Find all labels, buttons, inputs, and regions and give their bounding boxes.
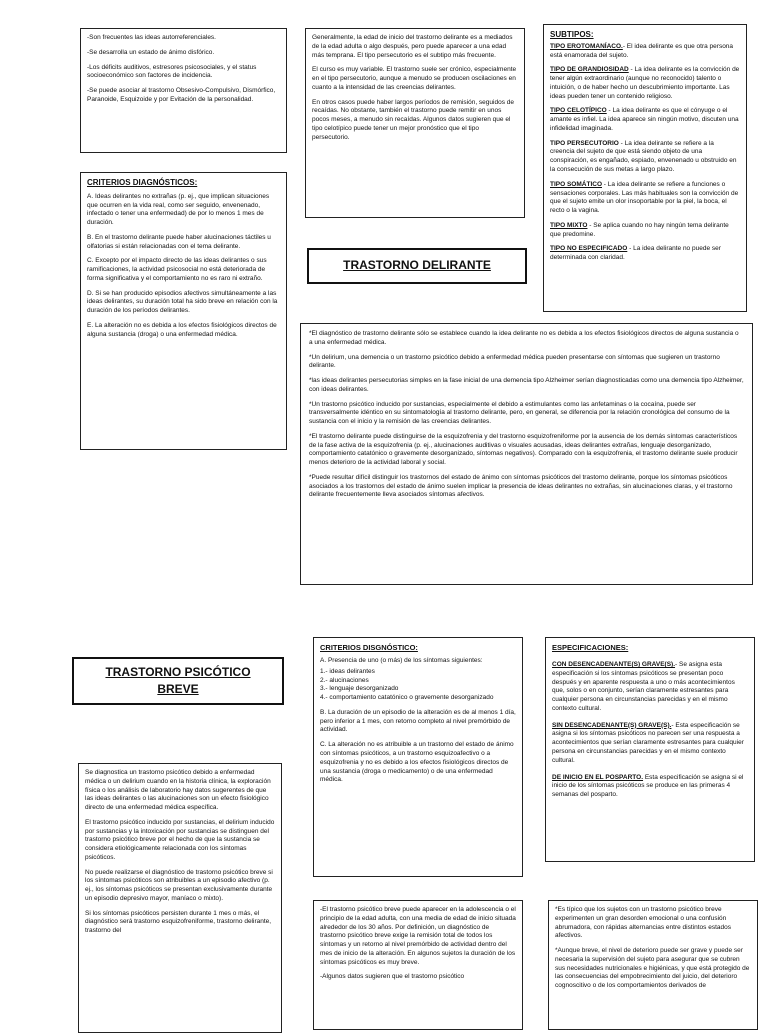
symptom: 2.- alucinaciones [320, 676, 369, 684]
paragraph: *Puede resultar difícil distinguir los trastornos del estado de ánimo con síntomas psicóticos del trastorno delirante, porque los síntomas psicóticos asociados a los trastornos del estado de ánimo suelen implicar la presencia de ideas delirantes no extrañas, sin alucinaciones claras, y el trastorno delirante frecuentemente lleva asociados síntomas afectivos. [309, 473, 733, 499]
paragraph: El curso es muy variable. El trastorno suele ser crónico, especialmente en el tipo persecutorio, aunque a menudo se producen oscilaciones en cuanto a la intensidad de las creencias delirantes. [312, 66, 517, 91]
paragraph: *Un trastorno psicótico inducido por sustancias, especialmente el debido a estimulantes como las anfetaminas o la cocaína, puede ser transversalmente idéntico en su sintomatología al trastorno delirante, pero, en general, se diferencia por la relación cronológica del consumo de la sustancia con el inicio y la remisión de las creencias delirantes. [309, 400, 730, 426]
spec-name: DE INICIO EN EL POSPARTO. [552, 773, 644, 781]
paragraph: En otros casos puede haber largos períodos de remisión, seguidos de recaídas. No obstante, también el trastorno puede remitir en unos pocos meses, a menudo sin recaídas. Algunos datos sugieren que el tipo celotípico puede tener un mejor pronóstico que el tipo persecutorio. [312, 98, 514, 141]
subtipo-name: TIPO EROTOMANÍACO. [550, 42, 623, 50]
criterio: B. En el trastorno delirante puede haber alucinaciones táctiles u olfatorias si están relacionadas con el tema delirante. [87, 233, 271, 250]
criterio-c: C. La alteración no es atribuible a un trastorno del estado de ánimo con síntomas psicóticos, a un trastorno esquizoafectivo o a esquizofrenia y no es debido a los efectos fisiológicos directos de una sustancia (droga o medicamento) o de una enfermedad médica. [320, 741, 514, 784]
subtipo-name: TIPO DE GRANDIOSIDAD [550, 66, 629, 74]
criterio: D. Si se han producido episodios afectivos simultáneamente a las ideas delirantes, su duración total ha sido breve en relación con la duración de los períodos delirantes. [87, 289, 278, 315]
paragraph: Se diagnostica un trastorno psicótico debido a enfermedad médica o un delirium cuando en la historia clínica, la exploración física o los análisis de laboratorio hay datos sugerentes de que las ideas delirantes o las alucinaciones son un efecto fisiológico directo de una enfermedad médica específica. [85, 769, 271, 812]
criterio: E. La alteración no es debida a los efectos fisiológicos directos de alguna sustancia (droga) o una enfermedad médica. [87, 321, 277, 338]
criterio-a: A. Presencia de uno (o más) de los síntomas siguientes: [320, 657, 483, 665]
subtipo-text: - La idea delirante no puede ser determinada con claridad. [550, 245, 721, 262]
subtipo-name: TIPO SOMÁTICO [550, 180, 602, 188]
subtipo-text: - La idea delirante se refiere a funciones o sensaciones corporales. Las más habituales son la convicción de que el sujeto emite un olor insoportable por la piel, la boca, el recto o la vagina. [550, 180, 739, 215]
paragraph: *Es típico que los sujetos con un trastorno psicótico breve experimenten un gran desorden emocional o una confusión abrumadora, con rápidas alternancias entre distintos estados afectivos. [555, 906, 731, 940]
symptom-list [320, 668, 516, 703]
subtipo-name: TIPO MIXTO [550, 221, 588, 229]
criterio-b: B. La duración de un episodio de la alteración es de al menos 1 día, pero inferior a 1 mes, con retorno completo al nivel premórbido de actividad. [320, 708, 516, 734]
subtipo-name: TIPO CELOTÍPICO [550, 107, 607, 115]
subtipo-item [550, 107, 740, 133]
differential-box-2 [78, 763, 282, 1033]
spec-item [552, 774, 748, 800]
spec-text: Esta especificación se asigna si el inicio de los síntomas psicóticos se produce en las primeras 4 semanas del posparto. [552, 773, 744, 799]
course-box-2 [313, 900, 523, 1030]
symptom: 3.- lenguaje desorganizado [320, 685, 399, 693]
criterios-diagnosticos-box [80, 172, 287, 450]
subtipo-text: - La idea delirante es que el cónyuge o el amante es infiel. La idea aparece sin ningún motivo, discuten una infidelidad imaginada. [550, 107, 739, 132]
subtipo-text: - El idea delirante es que otra persona está enamorada del sujeto. [550, 42, 734, 59]
subtipo-name: TIPO PERSECUTORIO [550, 139, 619, 147]
spec-item [552, 661, 748, 714]
subtipo-item [550, 222, 740, 240]
subtipo-text: - La idea delirante se refiere a la creencia del sujeto de que está siendo objeto de una conspiración, es engañado, espiado, envenenado u obstruido en la consecución de sus metas a largo plazo. [550, 139, 737, 173]
subtipo-item [550, 66, 740, 101]
criterio: C. Excepto por el impacto directo de las ideas delirantes o sus ramificaciones, la actividad psicosocial no está deteriorada de forma significativa y el comportamiento no es raro ni extraño. [87, 257, 267, 282]
subtipo-item [550, 43, 740, 61]
title-trastorno-psicotico-breve: TRASTORNO PSICÓTICO BREVE [72, 657, 284, 705]
paragraph: El trastorno psicótico inducido por sustancias, el delirium inducido por sustancias y la intoxicación por sustancias se distinguen del trastorno psicótico breve por el hecho de que la sustancia se considera etiológicamente relacionada con los síntomas psicóticos. [85, 818, 275, 861]
paragraph: *Un delirium, una demencia o un trastorno psicótico debido a enfermedad médica pueden presentarse con síntomas que sugieren un trastorno delirante. [309, 353, 720, 370]
paragraph: *El trastorno delirante puede distinguirse de la esquizofrenia y del trastorno esquizofreniforme por la ausencia de los demás síntomas característicos de la fase activa de la esquizofrenia (p. ej., alucinaciones auditivas o visuales acusadas, ideas delirantes extrañas, lenguaje desorganizado, comportamiento catatónico o gravemente desorganizado, síntomas negativos). Comparado con la esquizofrenia, el trastorno delirante suele producir menos deterioro de la actividad laboral y social. [309, 432, 738, 467]
spec-name: CON DESENCADENANTE(S) GRAVE(S). [552, 661, 676, 669]
paragraph: Generalmente, la edad de inicio del trastorno delirante es a mediados de la edad adulta o algo después, pero puede aparecer a una edad más temprana. El tipo persecutorio es el subtipo más frecuente. [312, 34, 513, 59]
notes-top-left [80, 28, 287, 153]
subtipo-item [550, 181, 740, 216]
especificaciones-box [545, 637, 755, 862]
section-heading: ESPECIFICACIONES: [552, 643, 629, 652]
title-trastorno-delirante: TRASTORNO DELIRANTE [307, 248, 527, 284]
paragraph: No puede realizarse el diagnóstico de trastorno psicótico breve si los síntomas psicóticos son atribuibles a un episodio afectivo (p. ej., los síntomas psicóticos se presentan exclusivamente durante un episodio depresivo mayor, maníaco o mixto). [85, 868, 273, 902]
note: -Se desarrolla un estado de ánimo disfórico. [87, 48, 215, 56]
paragraph: *Aunque breve, el nivel de deterioro puede ser grave y puede ser necesaria la supervisión del sujeto para asegurar que se cubren sus necesidades nutricionales e higiénicas, y que está protegido de las consecuencias del empobrecimiento del juicio, del deterioro cognoscitivo o de los comportamientos derivados de [555, 947, 750, 990]
subtipo-item [550, 140, 740, 175]
symptom: 4.- comportamiento catatónico o gravemente desorganizado [320, 694, 494, 702]
subtipo-text: - La idea delirante es la convicción de tener algún extraordinario (aunque no reconocido) talento o intuición, o de haber hecho un descubrimiento importante. Las ideas pueden tener un contenido religioso. [550, 66, 740, 100]
course-text-box [305, 28, 525, 218]
criterio: A. Ideas delirantes no extrañas (p. ej., que implican situaciones que ocurren en la vida real, como ser seguido, envenenado, infectado o tener una enfermedad) de por lo menos 1 mes de duración. [87, 192, 270, 227]
subtipo-text: - Se aplica cuando no hay ningún tema delirante que predomine. [550, 221, 729, 238]
subtipos-box [543, 24, 747, 312]
subtipo-item [550, 245, 740, 263]
paragraph: Si los síntomas psicóticos persisten durante 1 mes o más, el diagnóstico será trastorno esquizofreniforme, trastorno delirante, trastorno del [85, 909, 272, 935]
paragraph: -El trastorno psicótico breve puede aparecer en la adolescencia o el principio de la edad adulta, con una media de edad de inicio situada alrededor de los 30 años. Por definición, un diagnóstico de trastorno psicótico breve exige la remisión total de todos los síntomas y un retorno al nivel premórbido de actividad dentro del mes de inicio de la alteración. En algunos sujetos la duración de los síntomas psicóticos es muy breve. [320, 906, 516, 966]
criterios-diagnostico-box [313, 637, 523, 877]
section-heading: CRITERIOS DISGNÓSTICO: [320, 643, 418, 652]
paragraph: -Algunos datos sugieren que el trastorno psicótico [320, 973, 465, 981]
note: -Los déficits auditivos, estresores psicosociales, y el status socioeconómico son factores de incidencia. [87, 63, 257, 80]
symptom: 1.- ideas delirantes [320, 667, 375, 675]
spec-name: SIN DESENCADENANTE(S) GRAVE(S). [552, 721, 672, 729]
spec-text: - Se asigna esta especificación si los síntomas psicóticos se presentan poco después y en aparente respuesta a uno o más acontecimientos que, solos o en conjunto, serían claramente estresantes para cualquier persona en circunstancias parecidas y en el mismo contexto cultural. [552, 661, 735, 712]
diagnostico-diferencial-box [300, 323, 753, 585]
features-box [548, 900, 758, 1030]
spec-text: - Esta especificación se asigna si los síntomas psicóticos no parecen ser una respuesta a acontecimientos que serían claramente estresantes para cualquier persona en circunstancias parecidas y en el mismo contexto cultural. [552, 721, 744, 764]
spec-item [552, 722, 748, 766]
subtipo-name: TIPO NO ESPECIFICADO [550, 245, 628, 253]
note: -Son frecuentes las ideas autorreferenciales. [87, 34, 216, 41]
section-heading: SUBTIPOS: [550, 30, 594, 39]
section-heading: CRITERIOS DIAGNÓSTICOS: [87, 178, 198, 187]
paragraph: *las ideas delirantes persecutorias simples en la fase inicial de una demencia tipo Alzheimer serían diagnosticadas como una demencia tipo Alzheimer, con ideas delirantes. [309, 377, 744, 393]
paragraph: *El diagnóstico de trastorno delirante sólo se establece cuando la idea delirante no es debida a los efectos fisiológicos directos de alguna sustancia o a una enfermedad médica. [309, 330, 739, 346]
note: -Se puede asociar al trastorno Obsesivo-Compulsivo, Dismórfico, Paranoide, Esquizoide y por Evitación de la personalidad. [87, 87, 276, 103]
